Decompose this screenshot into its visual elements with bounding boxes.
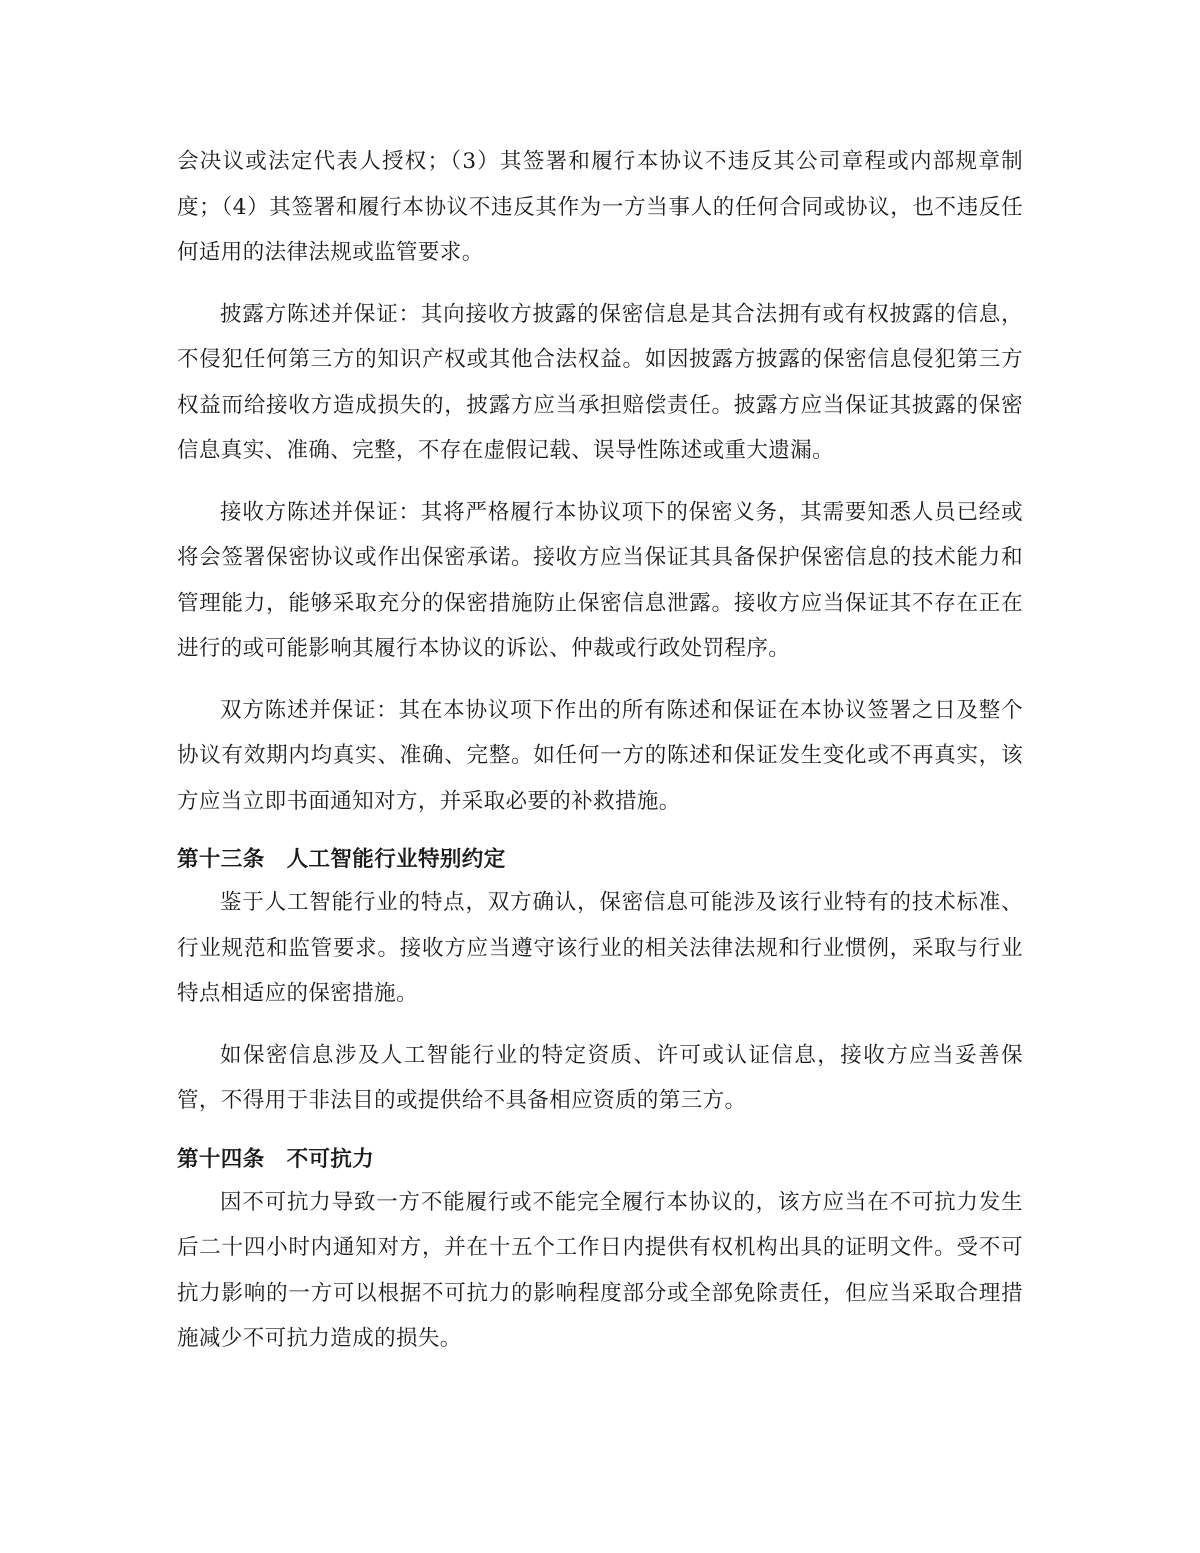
article-14-number: 第十四条 (177, 1146, 265, 1172)
paragraph-mutual-warranty: 双方陈述并保证：其在本协议项下作出的所有陈述和保证在本协议签署之日及整个协议有效期内均真实、准确、完整。如任何一方的陈述和保证发生变化或不再真实，该方应当立即书面通知对方，并采取必要的补救措施。 (177, 697, 1023, 814)
article-13-paragraph-1: 鉴于人工智能行业的特点，双方确认，保密信息可能涉及该行业特有的技术标准、行业规范和监管要求。接收方应当遵守该行业的相关法律法规和行业惯例，采取与行业特点相适应的保密措施。 (177, 890, 1023, 1006)
paragraph-recipient-warranty: 接收方陈述并保证：其将严格履行本协议项下的保密义务，其需要知悉人员已经或将会签署保密协议或作出保密承诺。接收方应当保证其具备保护保密信息的技术能力和管理能力，能够采取充分的保密措施防止保密信息泄露。接收方应当保证其不存在正在进行的或可能影响其履行本协议的诉讼、仲裁或行政处罚程序。 (177, 499, 1023, 661)
paragraph-continued-authorization: 会决议或法定代表人授权；（3）其签署和履行本协议不违反其公司章程或内部规章制度；（4）其签署和履行本协议不违反其作为一方当事人的任何合同或协议，也不违反任何适用的法律法规或监管要求。 (177, 149, 1023, 265)
article-13-heading (177, 840, 1023, 880)
document-page (177, 139, 1023, 1362)
article-14-title: 不可抗力 (286, 1146, 375, 1172)
article-13-number: 第十三条 (177, 847, 265, 872)
article-13-title: 人工智能行业特别约定 (286, 847, 506, 872)
article-13-paragraph-2: 如保密信息涉及人工智能行业的特定资质、许可或认证信息，接收方应当妥善保管，不得用于非法目的或提供给不具备相应资质的第三方。 (177, 1042, 1023, 1113)
article-14-paragraph-1: 因不可抗力导致一方不能履行或不能完全履行本协议的，该方应当在不可抗力发生后二十四小时内通知对方，并在十五个工作日内提供有权机构出具的证明文件。受不可抗力影响的一方可以根据不可抗力的影响程度部分或全部免除责任，但应当采取合理措施减少不可抗力造成的损失。 (177, 1189, 1023, 1351)
paragraph-discloser-warranty: 披露方陈述并保证：其向接收方披露的保密信息是其合法拥有或有权披露的信息，不侵犯任何第三方的知识产权或其他合法权益。如因披露方披露的保密信息侵犯第三方权益而给接收方造成损失的，披露方应当承担赔偿责任。披露方应当保证其披露的保密信息真实、准确、完整，不存在虚假记载、误导性陈述或重大遗漏。 (177, 301, 1023, 463)
article-14-heading (177, 1140, 1023, 1180)
